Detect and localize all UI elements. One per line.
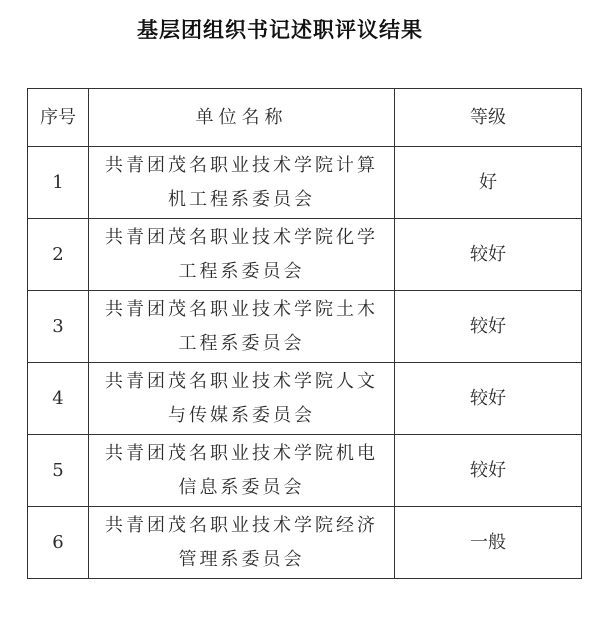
- table-row: [28, 219, 582, 291]
- row-unit-name-cell: [89, 507, 395, 579]
- row-serial-number: 1: [28, 147, 89, 219]
- header-unit-name-label: 单位名称: [195, 106, 288, 128]
- table-row: [28, 435, 582, 507]
- row-unit-name: 共青团茂名职业技术学院化学工程系委员会: [105, 226, 378, 282]
- row-unit-name-cell: [89, 363, 395, 435]
- row-unit-name: 共青团茂名职业技术学院人文与传媒系委员会: [105, 370, 378, 426]
- row-grade: 较好: [395, 291, 582, 363]
- row-serial-number: 6: [28, 507, 89, 579]
- header-serial-number: 序号: [28, 89, 89, 147]
- row-unit-name-cell: [89, 219, 395, 291]
- table-header-row: [28, 89, 582, 147]
- header-grade: 等级: [395, 89, 582, 147]
- row-serial-number: 2: [28, 219, 89, 291]
- row-unit-name-cell: [89, 291, 395, 363]
- row-grade: 一般: [395, 507, 582, 579]
- row-grade: 较好: [395, 363, 582, 435]
- row-unit-name: 共青团茂名职业技术学院经济管理系委员会: [105, 514, 378, 570]
- table-row: [28, 291, 582, 363]
- table-row: [28, 363, 582, 435]
- evaluation-results-table: [27, 88, 582, 579]
- row-unit-name: 共青团茂名职业技术学院机电信息系委员会: [105, 442, 378, 498]
- row-serial-number: 4: [28, 363, 89, 435]
- row-grade: 好: [395, 147, 582, 219]
- row-unit-name: 共青团茂名职业技术学院土木工程系委员会: [105, 298, 378, 354]
- table-row: [28, 507, 582, 579]
- row-unit-name-cell: [89, 435, 395, 507]
- row-unit-name-cell: [89, 147, 395, 219]
- document-title: 基层团组织书记述职评议结果: [137, 17, 423, 42]
- row-unit-name: 共青团茂名职业技术学院计算机工程系委员会: [105, 154, 378, 210]
- row-serial-number: 5: [28, 435, 89, 507]
- table-row: [28, 147, 582, 219]
- row-grade: 较好: [395, 219, 582, 291]
- row-serial-number: 3: [28, 291, 89, 363]
- row-grade: 较好: [395, 435, 582, 507]
- header-unit-name: [89, 89, 395, 147]
